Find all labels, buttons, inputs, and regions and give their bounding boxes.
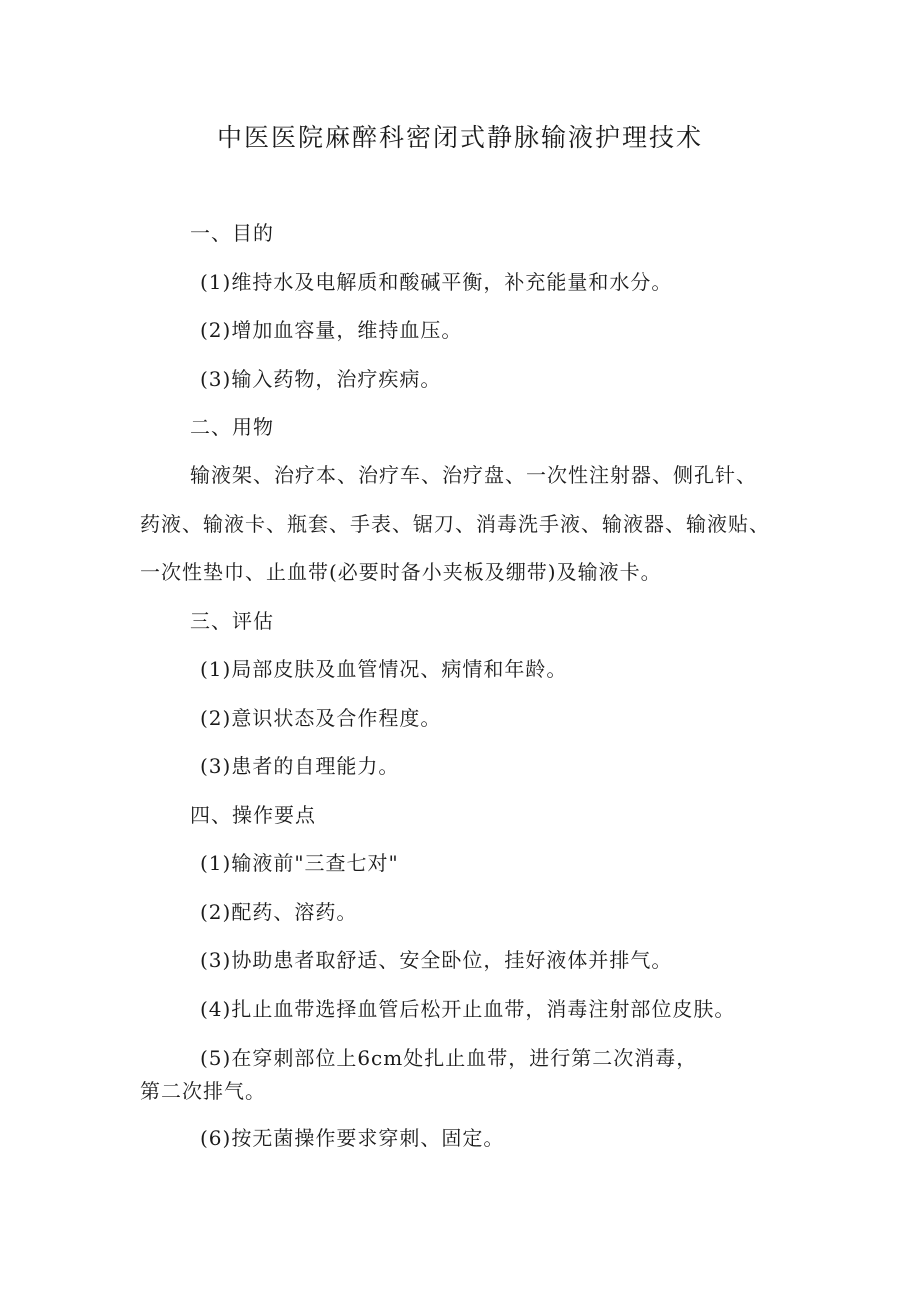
list-item: (3)协助患者取舒适、安全卧位，挂好液体并排气。 (200, 948, 673, 972)
section-heading-supplies: 二、用物 (190, 415, 274, 439)
paragraph-line: 输液架、治疗本、治疗车、治疗盘、一次性注射器、侧孔针、 (190, 463, 757, 487)
list-item: (3)输入药物，治疗疾病。 (200, 367, 442, 391)
list-item-continuation: 第二次排气。 (140, 1079, 266, 1103)
paragraph-line: 药液、输液卡、瓶套、手表、锯刀、消毒洗手液、输液器、输液贴、 (140, 512, 770, 536)
list-item: (4)扎止血带选择血管后松开止血带，消毒注射部位皮肤。 (200, 997, 736, 1021)
section-heading-operation: 四、操作要点 (190, 803, 316, 827)
list-item: (1)维持水及电解质和酸碱平衡，补充能量和水分。 (200, 270, 673, 294)
section-heading-assessment: 三、评估 (190, 609, 274, 633)
list-item: (2)意识状态及合作程度。 (200, 706, 442, 730)
list-item: (3)患者的自理能力。 (200, 754, 400, 778)
list-item: (1)局部皮肤及血管情况、病情和年龄。 (200, 657, 568, 681)
list-item: (2)配药、溶药。 (200, 900, 358, 924)
document-title: 中医医院麻醉科密闭式静脉输液护理技术 (216, 123, 703, 152)
list-item: (1)输液前"三查七对" (200, 851, 399, 875)
paragraph-line: 一次性垫巾、止血带(必要时备小夹板及绷带)及输液卡。 (140, 560, 662, 584)
list-item: (6)按无菌操作要求穿刺、固定。 (200, 1126, 505, 1150)
list-item: (2)增加血容量，维持血压。 (200, 318, 463, 342)
section-heading-purpose: 一、目的 (190, 221, 274, 245)
list-item: (5)在穿刺部位上6cm处扎止血带，进行第二次消毒， (200, 1046, 698, 1070)
